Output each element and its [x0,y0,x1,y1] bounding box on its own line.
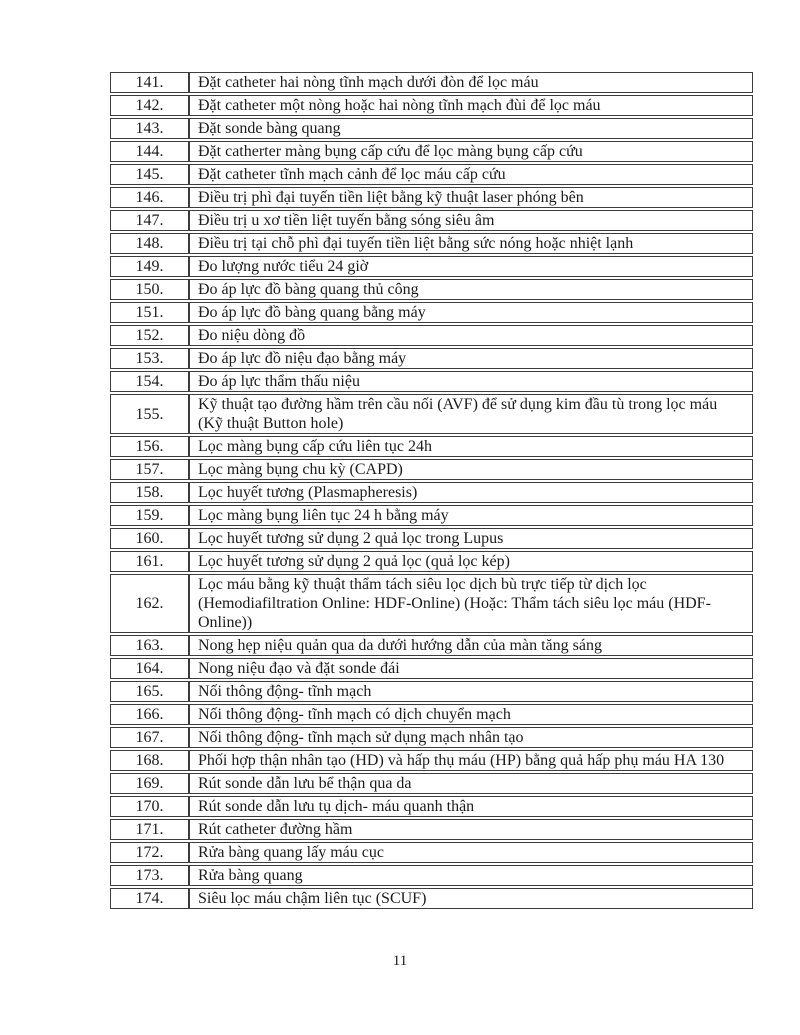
row-text-cell: Siêu lọc máu chậm liên tục (SCUF) [189,888,753,909]
row-number-cell: 172. [110,842,189,863]
row-number-cell: 163. [110,635,189,656]
row-number-cell: 171. [110,819,189,840]
table-row [110,865,753,886]
row-number-cell: 170. [110,796,189,817]
table-row [110,325,753,346]
table-row [110,796,753,817]
row-number-cell: 142. [110,95,189,116]
table-row [110,233,753,254]
row-number-cell: 174. [110,888,189,909]
row-number-cell: 156. [110,436,189,457]
row-number-cell: 168. [110,750,189,771]
row-text-cell: Điều trị u xơ tiền liệt tuyến bằng sóng siêu âm [189,210,753,231]
row-text-cell: Đặt catheter hai nòng tĩnh mạch dưới đòn để lọc máu [189,72,753,93]
row-number-cell: 153. [110,348,189,369]
row-number-cell: 154. [110,371,189,392]
table-row [110,819,753,840]
row-number-cell: 152. [110,325,189,346]
row-number-cell: 160. [110,528,189,549]
table-row [110,371,753,392]
table-row [110,551,753,572]
table-row [110,842,753,863]
row-number-cell: 164. [110,658,189,679]
table-row [110,95,753,116]
row-text-cell: Nối thông động- tĩnh mạch [189,681,753,702]
row-number-cell: 166. [110,704,189,725]
table-row [110,750,753,771]
row-number-cell: 149. [110,256,189,277]
row-text-cell: Lọc huyết tương sử dụng 2 quả lọc trong Lupus [189,528,753,549]
row-text-cell: Rút catheter đường hầm [189,819,753,840]
row-text-cell: Lọc màng bụng cấp cứu liên tục 24h [189,436,753,457]
table-row [110,436,753,457]
table-row [110,394,753,434]
row-text-cell: Đo áp lực đồ bàng quang thủ công [189,279,753,300]
row-number-cell: 146. [110,187,189,208]
procedure-table [110,70,753,911]
table-row [110,773,753,794]
row-text-cell: Lọc màng bụng chu kỳ (CAPD) [189,459,753,480]
table-row [110,635,753,656]
row-text-cell: Nong niệu đạo và đặt sonde đái [189,658,753,679]
table-row [110,574,753,633]
table-row [110,727,753,748]
row-number-cell: 162. [110,574,189,633]
table-row [110,210,753,231]
row-number-cell: 165. [110,681,189,702]
row-number-cell: 158. [110,482,189,503]
row-number-cell: 169. [110,773,189,794]
table-row [110,118,753,139]
row-number-cell: 173. [110,865,189,886]
row-number-cell: 144. [110,141,189,162]
table-row [110,658,753,679]
row-text-cell: Điều trị phì đại tuyến tiền liệt bằng kỹ thuật laser phóng bên [189,187,753,208]
row-number-cell: 141. [110,72,189,93]
table-row [110,72,753,93]
row-text-cell: Nong hẹp niệu quản qua da dưới hướng dẫn của màn tăng sáng [189,635,753,656]
row-text-cell: Rút sonde dẫn lưu tụ dịch- máu quanh thận [189,796,753,817]
row-text-cell: Phối hợp thận nhân tạo (HD) và hấp thụ máu (HP) bằng quả hấp phụ máu HA 130 [189,750,753,771]
row-text-cell: Lọc huyết tương (Plasmapheresis) [189,482,753,503]
row-number-cell: 157. [110,459,189,480]
row-text-cell: Lọc máu bằng kỹ thuật thẩm tách siêu lọc dịch bù trực tiếp từ dịch lọc (Hemodiafiltration Online: HDF-Online) (Hoặc: Thẩm tách siêu lọc máu (HDF-Online)) [189,574,753,633]
row-number-cell: 167. [110,727,189,748]
row-text-cell: Rút sonde dẫn lưu bể thận qua da [189,773,753,794]
row-text-cell: Nối thông động- tĩnh mạch sử dụng mạch nhân tạo [189,727,753,748]
row-text-cell: Đặt catheter tĩnh mạch cảnh để lọc máu cấp cứu [189,164,753,185]
row-text-cell: Đặt catherter màng bụng cấp cứu để lọc màng bụng cấp cứu [189,141,753,162]
row-text-cell: Lọc màng bụng liên tục 24 h bằng máy [189,505,753,526]
row-number-cell: 159. [110,505,189,526]
table-row [110,704,753,725]
row-text-cell: Đo niệu dòng đồ [189,325,753,346]
page-number: 11 [392,953,408,969]
row-text-cell: Kỹ thuật tạo đường hầm trên cầu nối (AVF) để sử dụng kim đầu tù trong lọc máu (Kỹ thuật Button hole) [189,394,753,434]
row-number-cell: 161. [110,551,189,572]
table-row [110,256,753,277]
table-row [110,279,753,300]
table-row [110,187,753,208]
table-row [110,528,753,549]
row-text-cell: Đo áp lực thẩm thấu niệu [189,371,753,392]
table-row [110,459,753,480]
table-row [110,482,753,503]
table-row [110,141,753,162]
row-number-cell: 143. [110,118,189,139]
table-row [110,888,753,909]
row-text-cell: Đo áp lực đồ bàng quang bằng máy [189,302,753,323]
row-text-cell: Điều trị tại chỗ phì đại tuyến tiền liệt bằng sức nóng hoặc nhiệt lạnh [189,233,753,254]
table-row [110,348,753,369]
row-number-cell: 145. [110,164,189,185]
row-number-cell: 147. [110,210,189,231]
row-number-cell: 148. [110,233,189,254]
table-row [110,681,753,702]
procedure-table-body [110,72,753,909]
row-text-cell: Rửa bàng quang lấy máu cục [189,842,753,863]
table-row [110,302,753,323]
row-number-cell: 151. [110,302,189,323]
row-text-cell: Đo áp lực đồ niệu đạo bằng máy [189,348,753,369]
row-text-cell: Đặt catheter một nòng hoặc hai nòng tĩnh mạch đùi để lọc máu [189,95,753,116]
row-text-cell: Rửa bàng quang [189,865,753,886]
row-text-cell: Đo lượng nước tiểu 24 giờ [189,256,753,277]
row-number-cell: 155. [110,394,189,434]
table-row [110,505,753,526]
row-text-cell: Lọc huyết tương sử dụng 2 quả lọc (quả lọc kép) [189,551,753,572]
row-number-cell: 150. [110,279,189,300]
row-text-cell: Đặt sonde bàng quang [189,118,753,139]
row-text-cell: Nối thông động- tĩnh mạch có dịch chuyển mạch [189,704,753,725]
table-row [110,164,753,185]
